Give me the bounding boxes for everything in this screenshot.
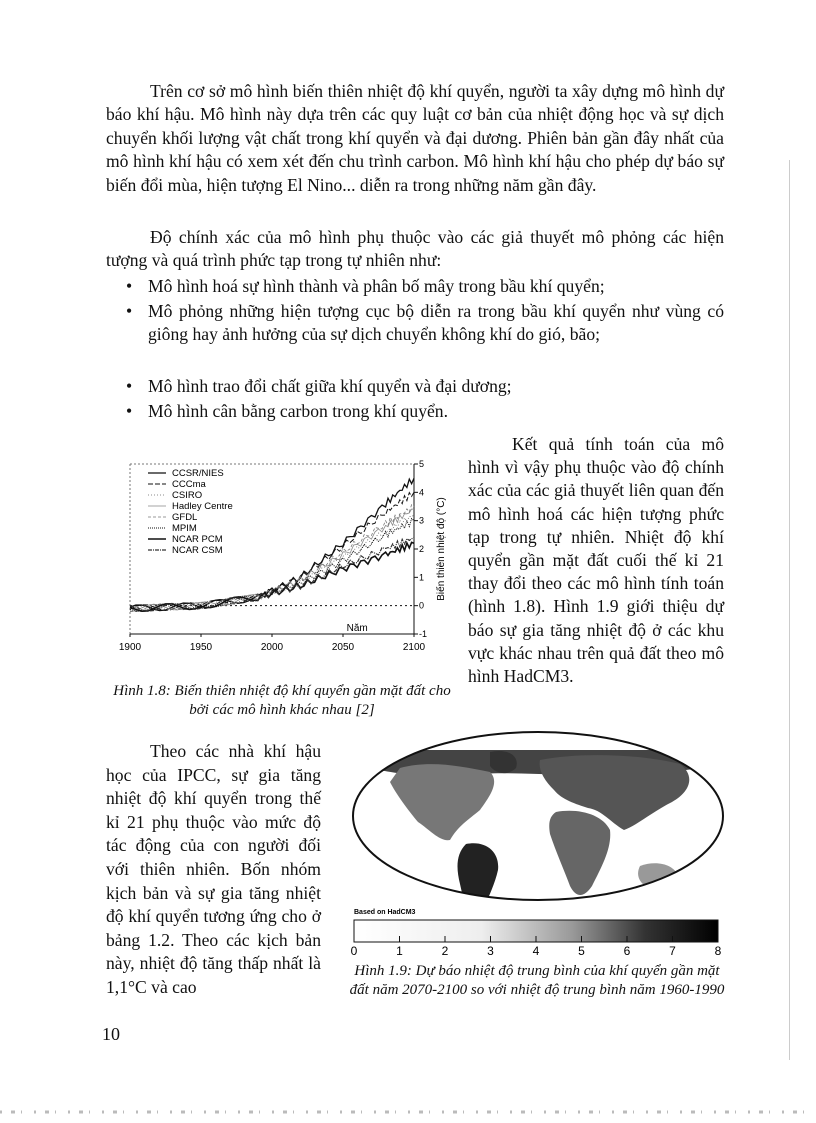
page-number: 10 <box>102 1024 120 1044</box>
scan-artifact-line <box>0 1104 816 1118</box>
bullet-icon: • <box>126 276 133 296</box>
temperature-chart <box>104 452 454 664</box>
ipcc-paragraph: Theo các nhà khí hậu học của IPCC, sự gia tăng nhiệt độ khí quyển trong thế kỉ 21 phụ thuộc vào mức độ tác động của con người đối với thiên nhiên. Bốn nhóm kịch bản và sự gia tăng nhiệt độ khí quyển tương ứng cho ở bảng 1.2. Theo các kịch bản này, nhiệt độ tăng thấp nhất là 1,1°C và cao <box>106 741 321 997</box>
legend-label: NCAR PCM <box>172 534 223 545</box>
bullet-item <box>126 275 724 298</box>
bullet-icon: • <box>126 376 133 396</box>
y-axis-label: Biến thiên nhiệt độ (°C) <box>436 497 447 601</box>
map-source-label: Based on HadCM3 <box>354 909 416 916</box>
legend-label: CCCma <box>172 479 206 490</box>
figure-1-8-caption: Hình 1.8: Biến thiên nhiệt độ khí quyển gần mặt đất cho bởi các mô hình khác nhau [2] <box>113 683 451 718</box>
bullet-text: Mô hình cân bằng carbon trong khí quyển. <box>148 401 449 421</box>
y-tick-label: 3 <box>419 515 425 526</box>
scale-tick-label: 4 <box>532 944 540 958</box>
x-tick-label: 2050 <box>331 642 355 653</box>
bullet-item <box>126 300 724 347</box>
x-tick-label: 1950 <box>189 642 213 653</box>
legend-label: Hadley Centre <box>172 501 233 512</box>
y-tick-label: 0 <box>419 600 425 611</box>
scale-tick-label: 3 <box>487 944 494 958</box>
scale-tick-label: 1 <box>396 944 403 958</box>
scale-tick-label: 0 <box>350 944 358 958</box>
intro-paragraph: Trên cơ sở mô hình biến thiên nhiệt độ khí quyển, người ta xây dựng mô hình dự báo khí hậu. Mô hình này dựa trên các quy luật cơ bản của nhiệt động học và sự dịch chuyển khối lượng vật chất trong khí quyển và đại dương. Phiên bản gần đây nhất của mô hình khí hậu có xem xét đến chu trình carbon. Mô hình khí hậu cho phép dự báo sự biến đổi mùa, hiện tượng El Nino... diễn ra trong những năm gần đây. <box>106 81 724 195</box>
legend-label: MPIM <box>172 523 197 534</box>
bullet-text: Mô hình hoá sự hình thành và phân bố mây trong bầu khí quyển; <box>148 276 605 296</box>
scale-tick-label: 8 <box>714 944 722 958</box>
legend-label: GFDL <box>172 512 198 523</box>
scale-tick-label: 5 <box>578 944 585 958</box>
legend-label: NCAR CSM <box>172 545 223 556</box>
y-tick-label: 2 <box>419 544 425 554</box>
bullet-item <box>126 375 724 398</box>
bullet-text: Mô phỏng những hiện tượng cục bộ diễn ra trong bầu khí quyển như vùng có giông hay ảnh hưởng của sự dịch chuyển không khí do gió, bão; <box>148 301 724 345</box>
figure-1-9-caption: Hình 1.9: Dự báo nhiệt độ trung bình của khí quyển gần mặt đất năm 2070-2100 so với nhiệt độ trung bình năm 1960-1990 <box>349 963 725 998</box>
map-landmasses <box>340 730 736 950</box>
scan-edge-line <box>789 160 790 1060</box>
x-tick-label: 2000 <box>260 642 284 653</box>
scale-tick-label: 6 <box>623 944 631 958</box>
y-tick-label: 5 <box>419 459 425 469</box>
legend-label: CSIRO <box>172 490 203 501</box>
scale-tick-label: 7 <box>669 944 676 958</box>
y-tick-label: 4 <box>419 487 425 498</box>
bullet-icon: • <box>126 401 133 421</box>
world-map-figure <box>340 730 736 962</box>
legend-label: CCSR/NIES <box>172 468 224 479</box>
x-axis-label: Năm <box>346 623 368 634</box>
y-tick-label: -1 <box>419 629 428 639</box>
scale-tick-label: 2 <box>441 944 449 958</box>
x-tick-label: 2100 <box>402 642 426 653</box>
y-tick-label: 1 <box>419 572 425 583</box>
x-tick-label: 1900 <box>118 642 142 653</box>
bullet-icon: • <box>126 301 133 321</box>
bullet-item <box>126 400 724 423</box>
bullet-text: Mô hình trao đổi chất giữa khí quyển và đại dương; <box>148 376 512 396</box>
results-paragraph: Kết quả tính toán của mô hình vì vậy phụ thuộc vào độ chính xác của các giả thuyết liên quan đến mô hình hoá các hiện tượng phức tạp trong tự nhiên. Nhiệt độ khí quyển gần mặt đất cuối thế kỉ 21 thay đổi theo các mô hình tính toán (hình 1.8). Hình 1.9 giới thiệu dự báo sự gia tăng nhiệt độ ở các khu vực khác nhau trên quả đất theo mô hình HadCM3. <box>468 434 724 687</box>
accuracy-paragraph: Độ chính xác của mô hình phụ thuộc vào các giả thuyết mô phỏng các hiện tượng và quá trình phức tạp trong tự nhiên như: <box>106 227 724 271</box>
